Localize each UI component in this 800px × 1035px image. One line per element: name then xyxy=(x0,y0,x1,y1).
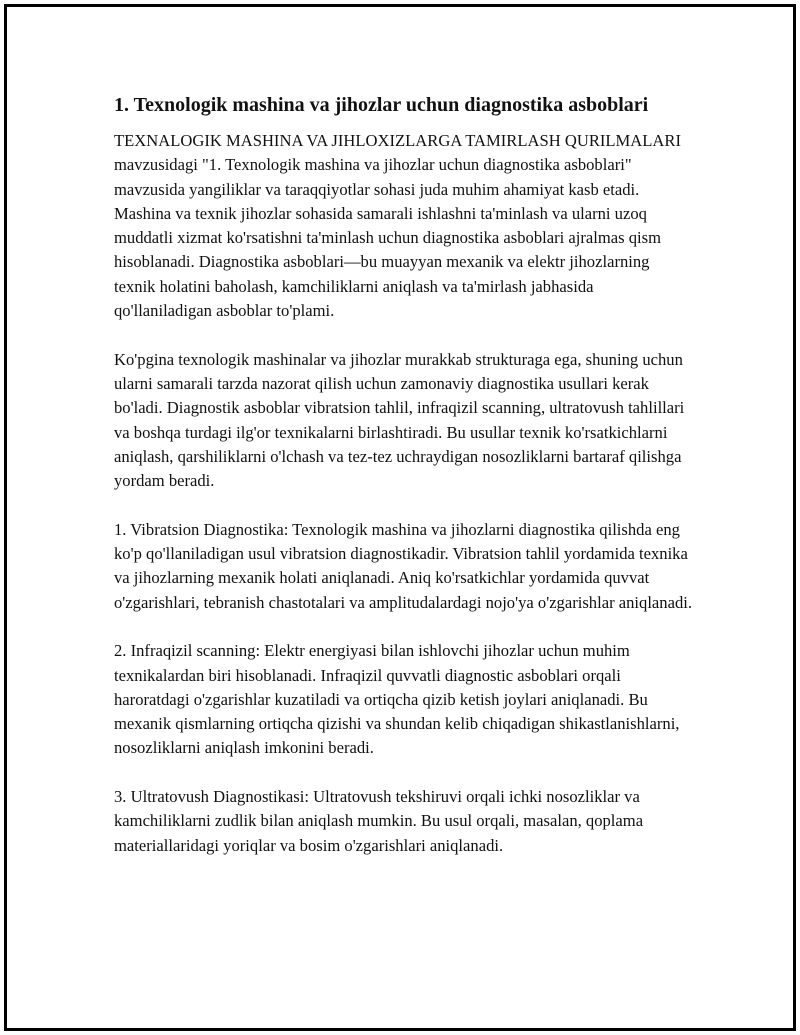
paragraph-methods: Ko'pgina texnologik mashinalar va jihozlar murakkab strukturaga ega, shuning uchun ularni samarali tarzda nazorat qilish uchun zamonaviy diagnostika usullari kerak bo'ladi. Diagnostik asboblar vibratsion tahlil, infraqizil scanning, ultratovush tahlillari va boshqa turdagi ilg'or texnikalarni birlashtiradi. Bu usullar texnik ko'rsatkichlarni aniqlash, qarshiliklarni o'lchash va tez-tez uchraydigan nosozliklarni bartaraf qilishga yordam beradi. xyxy=(114,349,685,491)
document-title: 1. Texnologik mashina va jihozlar uchun diagnostika asboblari xyxy=(114,94,649,116)
paragraph-intro: TEXNALOGIK MASHINA VA JIHLOXIZLARGA TAMIRLASH QURILMALARI mavzusidagi "1. Texnologik mashina va jihozlar uchun diagnostika asboblari" mavzusida yangiliklar va taraqqiyotlar sohasi juda muhim ahamiyat kasb etadi. Mashina va texnik jihozlar sohasida samarali ishlashni ta'minlash va ularni uzoq muddatli xizmat ko'rsatishni ta'minlash uchun diagnostika asboblari ajralmas qism hisoblanadi. Diagnostika asboblari—bu muayyan mexanik va elektr jihozlarning texnik holatini baholash, kamchiliklarni aniqlash va ta'mirlash jabhasida qo'llaniladigan asboblar to'plami. xyxy=(114,131,682,321)
paragraph-vibration: 1. Vibratsion Diagnostika: Texnologik mashina va jihozlarni diagnostika qilishda eng ko'p qo'llaniladigan usul vibratsion diagnostikadir. Vibratsion tahlil yordamida texnika va jihozlarning mexanik holati aniqlanadi. Aniq ko'rsatkichlar yordamida quvvat o'zgarishlari, tebranish chastotalari va amplitudalardagi nojo'ya o'zgarishlar aniqlanadi. xyxy=(114,519,693,612)
paragraph-ultrasound: 3. Ultratovush Diagnostikasi: Ultratovush tekshiruvi orqali ichki nosozliklar va kamchiliklarni zudlik bilan aniqlash mumkin. Bu usul orqali, masalan, qoplama materiallaridagi yoriqlar va bosim o'zgarishlari aniqlanadi. xyxy=(114,787,644,855)
paragraph-infrared: 2. Infraqizil scanning: Elektr energiyasi bilan ishlovchi jihozlar uchun muhim texnikalardan biri hisoblanadi. Infraqizil quvvatli diagnostic asboblari orqali haroratdagi o'zgarishlar kuzatiladi va ortiqcha qizib ketish joylari aniqlanadi. Bu mexanik qismlarning ortiqcha qizishi va shundan kelib chiqadigan shikastlanishlarni, nosozliklarni aniqlash imkonini beradi. xyxy=(114,641,680,758)
document-body xyxy=(114,91,694,882)
